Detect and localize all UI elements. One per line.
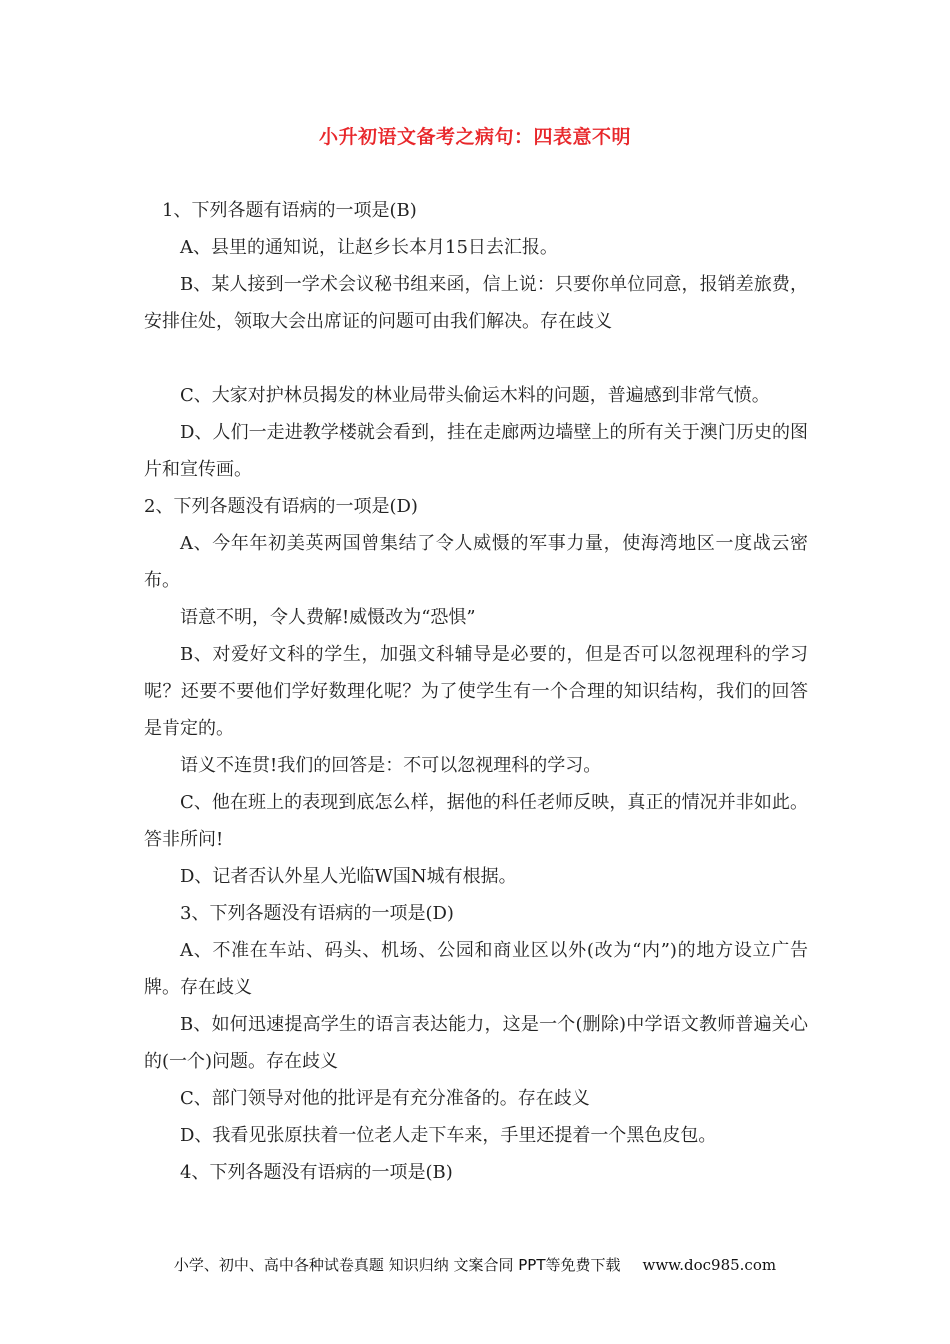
document-body — [144, 192, 808, 1191]
paragraph: C、部门领导对他的批评是有充分准备的。存在歧义 — [180, 1088, 590, 1109]
paragraph: B、某人接到一学术会议秘书组来函，信上说：只要你单位同意，报销差旅费，安排住处，领取大会出席证的问题可由我们解决。存在歧义 — [144, 274, 808, 332]
paragraph: 语意不明，令人费解!威慑改为“恐惧” — [180, 607, 476, 628]
footer-text: 小学、初中、高中各种试卷真题 知识归纳 文案合同 PPT等免费下载 — [173, 1256, 621, 1274]
paragraph: 4、下列各题没有语病的一项是(B) — [180, 1162, 453, 1183]
paragraph: A、县里的通知说，让赵乡长本月15日去汇报。 — [180, 237, 558, 258]
paragraph: 语义不连贯!我们的回答是：不可以忽视理科的学习。 — [180, 755, 602, 776]
paragraph: A、不准在车站、码头、机场、公园和商业区以外(改为“内”)的地方设立广告牌。存在歧义 — [144, 940, 808, 998]
paragraph: C、他在班上的表现到底怎么样，据他的科任老师反映，真正的情况并非如此。答非所问! — [144, 792, 808, 850]
paragraph: B、如何迅速提高学生的语言表达能力，这是一个(删除)中学语文教师普遍关心的(一个)问题。存在歧义 — [144, 1014, 808, 1072]
paragraph: D、我看见张原扶着一位老人走下车来，手里还提着一个黑色皮包。 — [180, 1125, 717, 1146]
paragraph: D、记者否认外星人光临W国N城有根据。 — [180, 866, 517, 887]
paragraph: A、今年年初美英两国曾集结了令人威慑的军事力量，使海湾地区一度战云密布。 — [144, 533, 808, 591]
paragraph: 1、下列各题有语病的一项是(B) — [162, 200, 417, 221]
document-title: 小升初语文备考之病句：四表意不明 — [318, 126, 631, 148]
page-footer — [0, 1254, 950, 1275]
footer-url: www.doc985.com — [642, 1256, 777, 1274]
paragraph: B、对爱好文科的学生，加强文科辅导是必要的，但是否可以忽视理科的学习呢？还要不要他们学好数理化呢？为了使学生有一个合理的知识结构，我们的回答是肯定的。 — [144, 644, 808, 739]
paragraph: 3、下列各题没有语病的一项是(D) — [180, 903, 454, 924]
paragraph-spacer — [144, 340, 808, 377]
paragraph: C、大家对护林员揭发的林业局带头偷运木料的问题，普遍感到非常气愤。 — [180, 385, 770, 406]
paragraph: D、人们一走进教学楼就会看到，挂在走廊两边墙壁上的所有关于澳门历史的图片和宣传画。 — [144, 422, 808, 480]
paragraph: 2、下列各题没有语病的一项是(D) — [144, 496, 418, 517]
